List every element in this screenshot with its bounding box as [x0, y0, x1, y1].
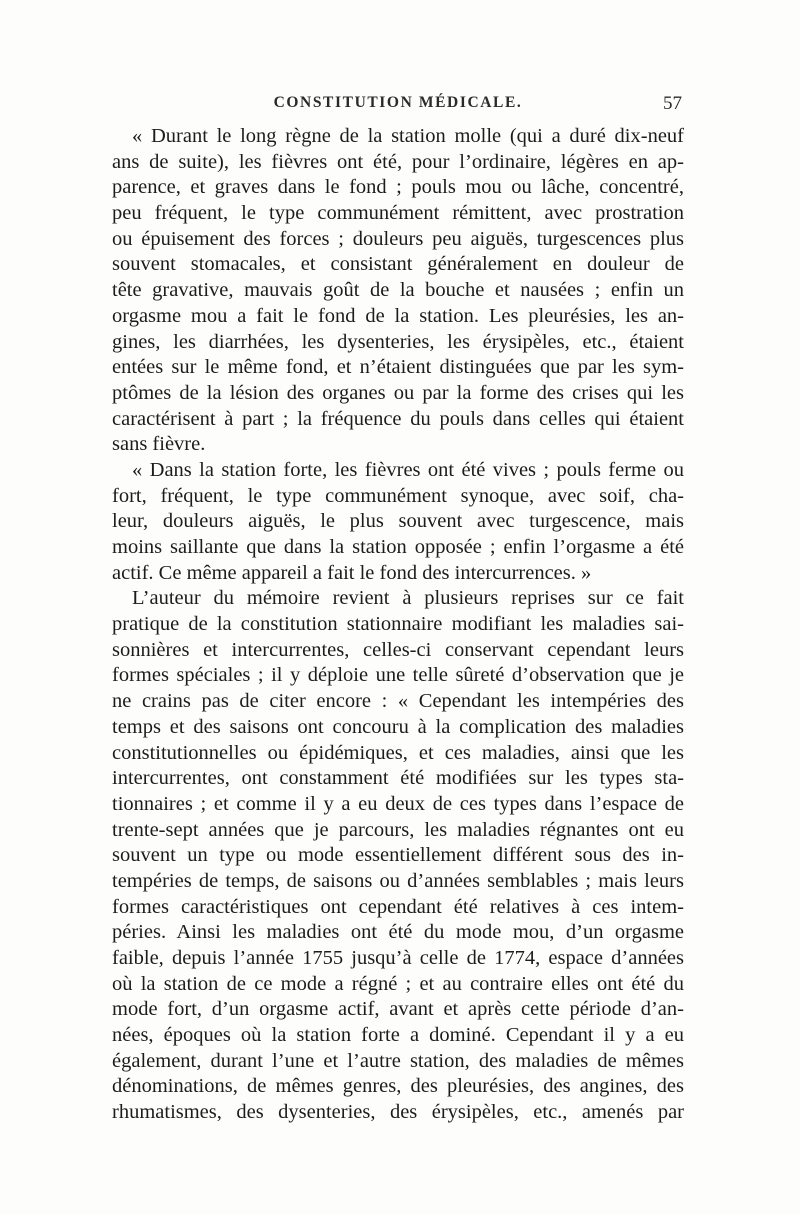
text-line: ptômes de la lésion des organes ou par la forme des crises qui les: [112, 381, 684, 404]
running-title: CONSTITUTION MÉDICALE.: [273, 94, 523, 111]
text-line: « Dans la station forte, les fièvres ont été vives ; pouls ferme ou: [132, 458, 684, 481]
page-number: 57: [663, 93, 682, 114]
text-line: également, durant l’une et l’autre station, des maladies de mêmes: [112, 1049, 684, 1072]
text-line: formes spéciales ; il y déploie une telle sûreté d’observation que je: [112, 664, 684, 687]
text-line: souvent un type ou mode essentiellement différent sous des in-: [112, 844, 684, 867]
text-line: entées sur le même fond, et n’étaient distinguées que par les sym-: [112, 356, 684, 379]
text-line: tionnaires ; et comme il y a eu deux de ces types dans l’espace de: [112, 792, 684, 815]
text-line: ne crains pas de citer encore : « Cependant les intempéries des: [112, 690, 684, 713]
text-line: faible, depuis l’année 1755 jusqu’à celle de 1774, espace d’années: [112, 947, 684, 969]
text-line: rhumatismes, des dysenteries, des érysipèles, etc., amenés par: [112, 1101, 684, 1124]
text-line: ans de suite), les fièvres ont été, pour l’ordinaire, légères en ap-: [112, 150, 684, 173]
page-header: [112, 94, 684, 120]
text-line: caractérisent à part ; la fréquence du pouls dans celles qui étaient: [112, 407, 684, 430]
text-line: ou épuisement des forces ; douleurs peu aiguës, turgescences plus: [112, 227, 684, 250]
text-line: tête gravative, mauvais goût de la bouche et nausées ; enfin un: [112, 279, 684, 302]
text-line: fort, fréquent, le type communément synoque, avec soif, cha-: [112, 484, 684, 507]
text-line: nées, époques où la station forte a dominé. Cependant il y a eu: [112, 1024, 684, 1047]
text-line: actif. Ce même appareil a fait le fond des intercurrences. »: [112, 561, 592, 584]
text-line: intercurrentes, ont constamment été modifiées sur les types sta-: [112, 767, 684, 790]
text-line: gines, les diarrhées, les dysenteries, les érysipèles, etc., étaient: [112, 330, 684, 353]
text-line: tempéries de temps, de saisons ou d’années semblables ; mais leurs: [112, 869, 684, 892]
text-line: temps et des saisons ont concouru à la complication des maladies: [112, 715, 684, 738]
text-line: mode fort, d’un orgasme actif, avant et après cette période d’an-: [112, 998, 684, 1021]
text-line: parence, et graves dans le fond ; pouls mou ou lâche, concentré,: [112, 176, 684, 199]
text-line: moins saillante que dans la station opposée ; enfin l’orgasme a été: [112, 536, 684, 558]
text-line: souvent stomacales, et consistant généralement en douleur de: [112, 253, 684, 276]
text-line: L’auteur du mémoire revient à plusieurs reprises sur ce fait: [132, 587, 684, 610]
text-line: leur, douleurs aiguës, le plus souvent avec turgescence, mais: [112, 510, 684, 533]
text-line: sonnières et intercurrentes, celles-ci conservant cependant leurs: [112, 638, 684, 661]
text-line: dénominations, de mêmes genres, des pleurésies, des angines, des: [112, 1075, 684, 1098]
text-line: trente-sept années que je parcours, les maladies régnantes ont eu: [112, 818, 684, 841]
text-line: peu fréquent, le type communément rémittent, avec prostration: [112, 202, 684, 225]
text-line: formes caractéristiques ont cependant été relatives à ces intem-: [112, 895, 684, 918]
body-text: [112, 124, 684, 1126]
text-line: où la station de ce mode a régné ; et au contraire elles ont été du: [112, 972, 684, 995]
text-line: constitutionnelles ou épidémiques, et ces maladies, ainsi que les: [112, 741, 684, 764]
text-line: sans fièvre.: [112, 433, 206, 456]
text-line: orgasme mou a fait le fond de la station. Les pleurésies, les an-: [112, 304, 684, 327]
text-line: « Durant le long règne de la station molle (qui a duré dix-neuf: [132, 125, 684, 147]
text-line: péries. Ainsi les maladies ont été du mode mou, d’un orgasme: [112, 921, 684, 944]
text-line: pratique de la constitution stationnaire modifiant les maladies sai-: [112, 613, 684, 636]
